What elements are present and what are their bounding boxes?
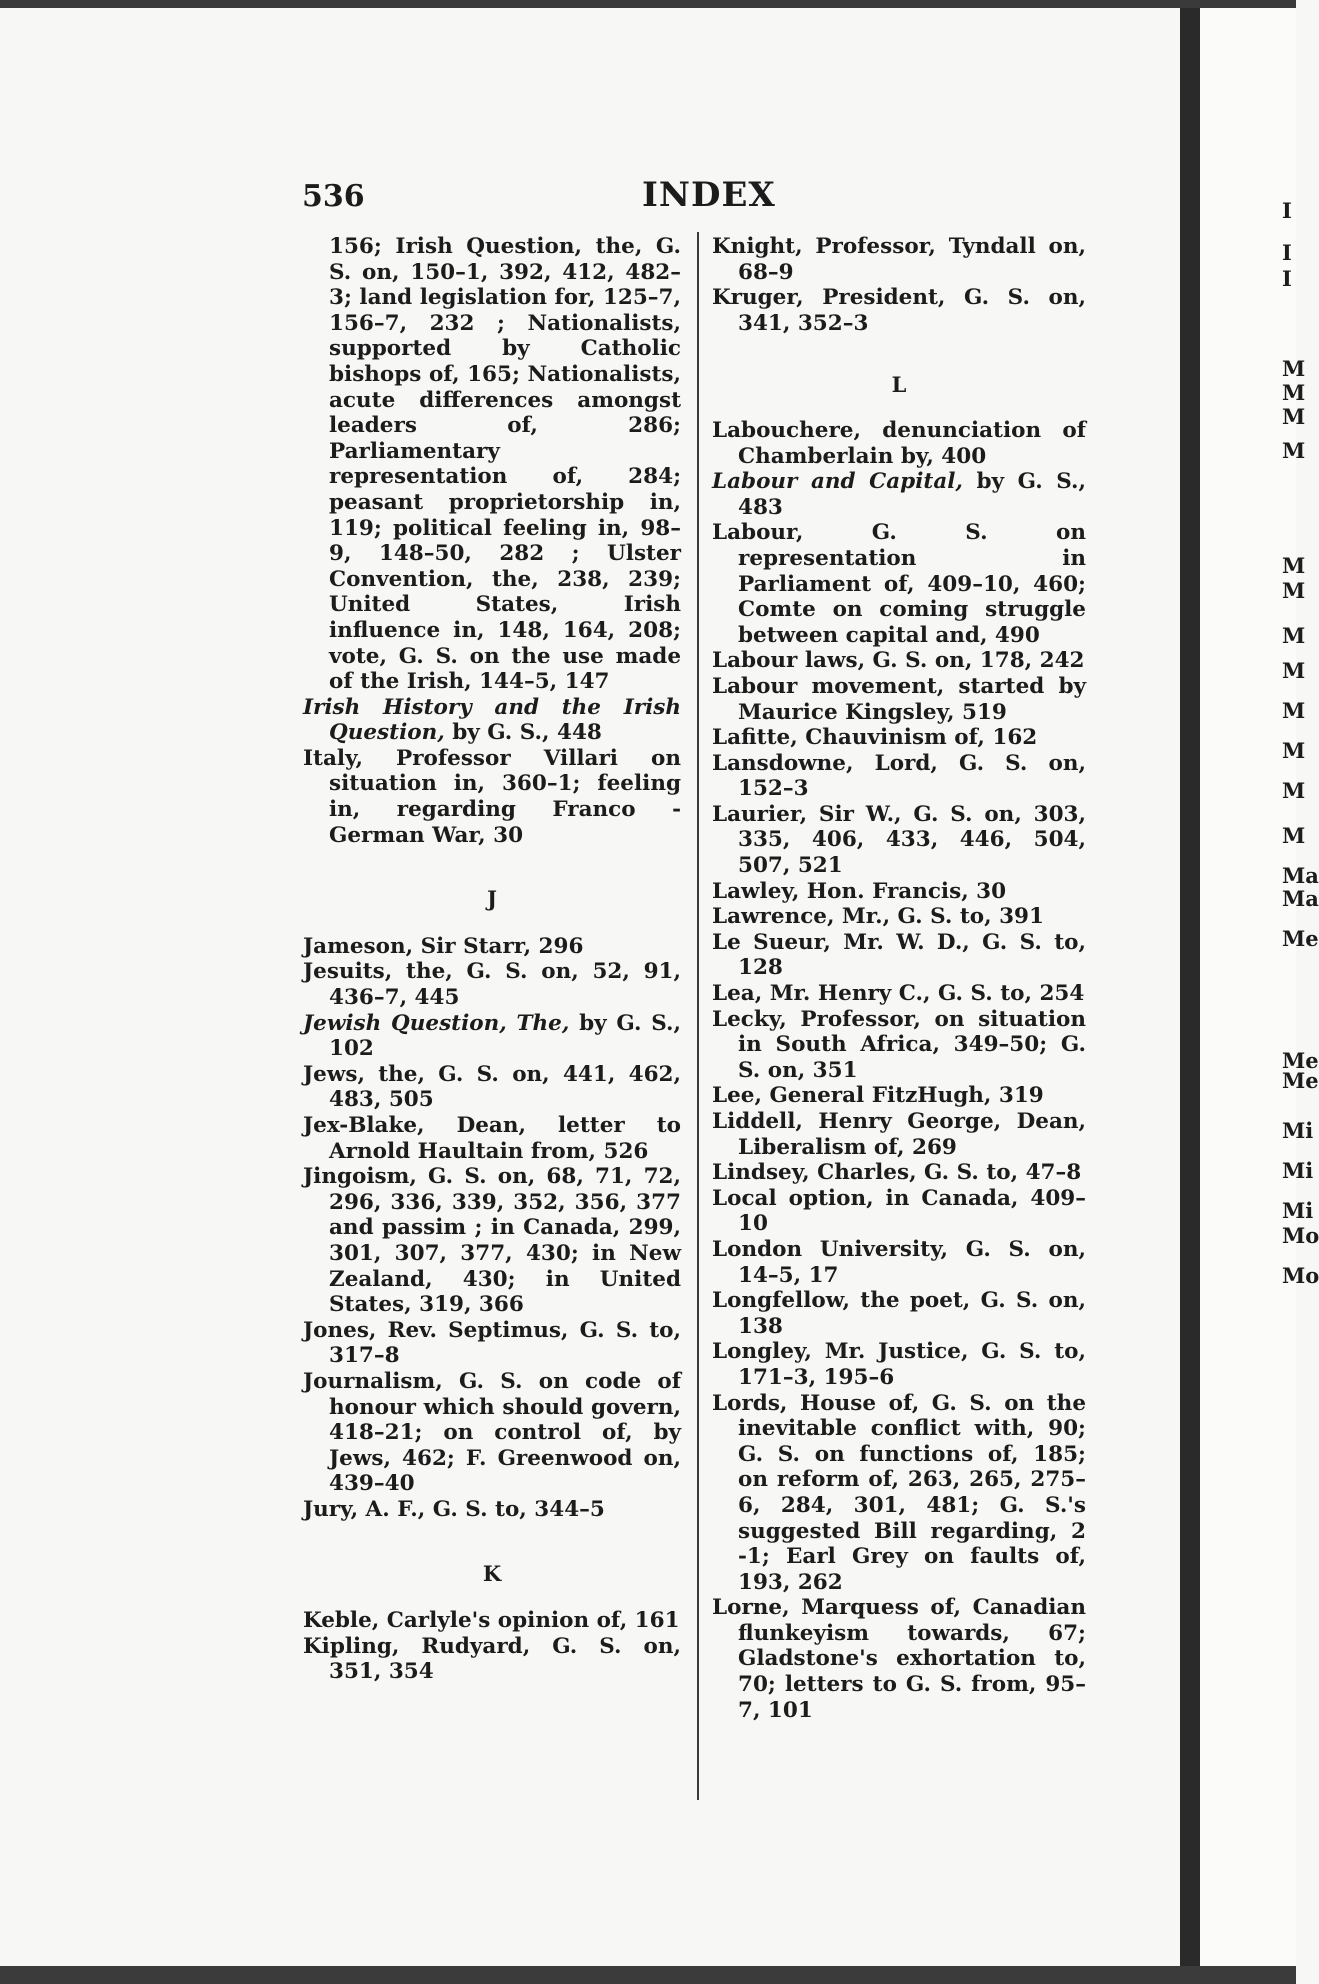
index-entry: Laurier, Sir W., G. S. on, 303, 335, 406, 433, 446, 504, 507, 521	[712, 801, 1086, 879]
facing-page-fragment: Me	[1282, 926, 1319, 951]
section-letter: L	[891, 372, 907, 398]
facing-page-fragment: I	[1282, 240, 1292, 265]
index-entry: Longley, Mr. Justice, G. S. to, 171–3, 195–6	[712, 1339, 1086, 1390]
index-column-right	[712, 234, 1086, 1723]
index-entry: Labour, G. S. on representation in Parliament of, 409–10, 460; Comte on coming struggle between capital and, 490	[712, 520, 1086, 648]
index-entry	[712, 469, 1086, 520]
index-entry: Lawrence, Mr., G. S. to, 391	[712, 904, 1044, 930]
index-entry: Jesuits, the, G. S. on, 52, 91, 436–7, 445	[303, 959, 681, 1011]
index-entry: Lords, House of, G. S. on the inevitable conflict with, 90; G. S. on functions of, 185; on reform of, 263, 265, 275–6, 284, 301, 481; G. S.'s suggested Bill regarding, 2 -1; Earl Grey on faults of, 193, 262	[712, 1390, 1086, 1595]
facing-page-fragment: M	[1282, 404, 1306, 429]
index-entry: Lindsey, Charles, G. S. to, 47–8	[712, 1160, 1082, 1186]
index-entry-pages: by G. S., 448	[444, 720, 602, 746]
index-entry-pages: by G. S., 483	[738, 469, 1086, 520]
running-head: INDEX	[642, 175, 776, 215]
facing-page-fragment: M	[1282, 578, 1306, 603]
index-entry: Labouchere, denunciation of Chamberlain by, 400	[712, 417, 1086, 469]
index-entry: Jex-Blake, Dean, letter to Arnold Haultain from, 526	[303, 1113, 681, 1164]
facing-page-fragment: M	[1282, 356, 1306, 381]
index-entry	[303, 695, 681, 746]
index-entry-title: Jewish Question, The,	[303, 1010, 570, 1036]
index-entry: Lorne, Marquess of, Canadian flunkeyism towards, 67; Gladstone's exhortation to, 70; letters to G. S. from, 95–7, 101	[712, 1595, 1086, 1723]
index-entry: Lea, Mr. Henry C., G. S. to, 254	[712, 981, 1085, 1007]
index-entry: Lee, General FitzHugh, 319	[712, 1083, 1044, 1109]
facing-page-fragment: M	[1282, 553, 1306, 578]
facing-page-fragment: M	[1282, 698, 1306, 723]
index-entry: Local option, in Canada, 409–10	[712, 1185, 1086, 1237]
facing-page-fragment: M	[1282, 623, 1306, 648]
facing-page-fragment: M	[1282, 823, 1306, 848]
index-entry: Lafitte, Chauvinism of, 162	[712, 725, 1038, 751]
facing-page-fragment: Mo	[1282, 1223, 1319, 1248]
index-entry: Italy, Professor Villari on situation in, 360–1; feeling in, regarding Franco - German War, 30	[303, 745, 681, 848]
index-entry: Kipling, Rudyard, G. S. on, 351, 354	[303, 1633, 681, 1685]
index-entry: Lecky, Professor, on situation in South Africa, 349–50; G. S. on, 351	[712, 1006, 1086, 1083]
index-entry-pages: by G. S., 102	[329, 1010, 682, 1062]
facing-page-fragment: Mi	[1282, 1158, 1314, 1183]
section-letter: J	[487, 886, 497, 912]
index-entry: Lansdowne, Lord, G. S. on, 152–3	[712, 750, 1086, 802]
book-gutter	[1180, 8, 1200, 1966]
index-entry: Labour laws, G. S. on, 178, 242	[712, 648, 1085, 674]
facing-page-fragment: I	[1282, 266, 1292, 291]
index-entry-title: Labour and Capital,	[712, 469, 963, 495]
index-entry: Longfellow, the poet, G. S. on, 138	[712, 1288, 1086, 1339]
facing-page-fragment: Mo	[1282, 1263, 1319, 1288]
index-column-left	[303, 234, 681, 1685]
index-entry: Le Sueur, Mr. W. D., G. S. to, 128	[712, 929, 1086, 981]
index-entry: Jameson, Sir Starr, 296	[303, 933, 584, 959]
facing-page-fragment: Me	[1282, 1048, 1319, 1073]
facing-page-fragment: Mi	[1282, 1118, 1314, 1143]
index-entry: Jews, the, G. S. on, 441, 462, 483, 505	[303, 1061, 681, 1113]
index-entry	[303, 1011, 681, 1062]
page-number: 536	[302, 179, 365, 214]
facing-page-fragment: Ma	[1282, 863, 1319, 888]
facing-page-fragment: M	[1282, 438, 1306, 463]
facing-page-fragment: Me	[1282, 1068, 1319, 1093]
index-entry: Knight, Professor, Tyndall on, 68–9	[712, 234, 1086, 285]
scan-bottom-edge	[0, 1966, 1296, 1984]
facing-page-fragment: M	[1282, 658, 1306, 683]
facing-page-fragment: Ma	[1282, 886, 1319, 911]
index-entry: Liddell, Henry George, Dean, Liberalism of, 269	[712, 1109, 1086, 1160]
index-entry: London University, G. S. on, 14–5, 17	[712, 1236, 1086, 1288]
facing-page-fragment: M	[1282, 738, 1306, 763]
facing-page-edge	[1200, 8, 1319, 1966]
column-divider	[697, 232, 699, 1800]
index-entry: Kruger, President, G. S. on, 341, 352–3	[712, 285, 1086, 336]
index-entry: Journalism, G. S. on code of honour which should govern, 418–21; on control of, by Jews, 462; F. Greenwood on, 439–40	[303, 1368, 681, 1497]
index-entry: Lawley, Hon. Francis, 30	[712, 878, 1007, 904]
index-entry: Labour movement, started by Maurice Kingsley, 519	[712, 673, 1086, 725]
index-entry-continuation: 156; Irish Question, the, G. S. on, 150–1, 392, 412, 482–3; land legislation for, 125–7, 156–7, 232 ; Nationalists, supported by Catholic bishops of, 165; Nationalists, acute differences amongst leaders of, 286; Parliamentary representation of, 284; peasant proprietorship in, 119; political feeling in, 98–9, 148–50, 282 ; Ulster Convention, the, 238, 239; United States, Irish influence in, 148, 164, 208; vote, G. S. on the use made of the Irish, 144–5, 147	[329, 234, 681, 695]
facing-page-fragment: I	[1282, 198, 1292, 223]
scan-top-edge	[0, 0, 1296, 8]
facing-page-fragment: M	[1282, 380, 1306, 405]
index-entry: Jingoism, G. S. on, 68, 71, 72, 296, 336, 339, 352, 356, 377 and passim ; in Canada, 299, 301, 307, 377, 430; in New Zealand, 430; in United States, 319, 366	[303, 1164, 681, 1318]
index-entry: Jones, Rev. Septimus, G. S. to, 317–8	[303, 1317, 681, 1369]
index-entry-title: Irish History and the Irish Question,	[303, 694, 681, 746]
index-entry: Keble, Carlyle's opinion of, 161	[303, 1608, 680, 1634]
facing-page-fragment: Mi	[1282, 1198, 1314, 1223]
facing-page-fragment: M	[1282, 778, 1306, 803]
section-letter: K	[482, 1560, 502, 1586]
index-entry: Jury, A. F., G. S. to, 344–5	[303, 1496, 605, 1522]
page-header	[0, 175, 1180, 219]
